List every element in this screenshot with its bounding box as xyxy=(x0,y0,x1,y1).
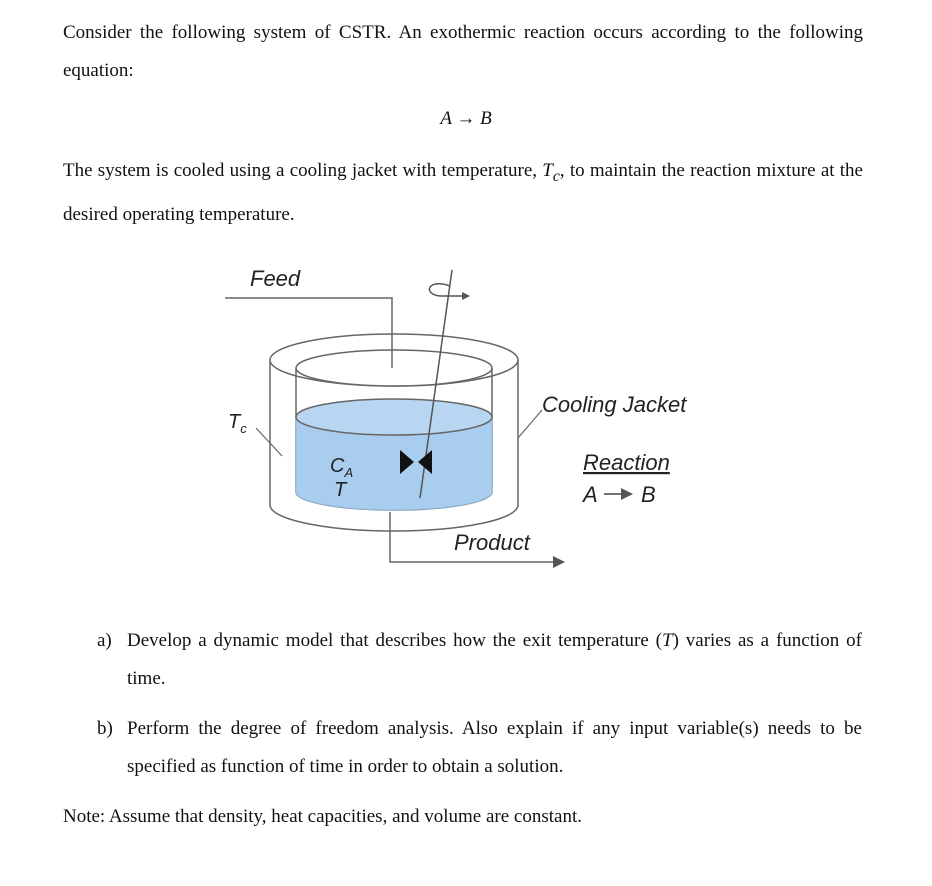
cooling-paragraph xyxy=(63,152,863,234)
tc-var-sub: c xyxy=(552,167,560,185)
tc-pointer xyxy=(256,428,282,456)
jacket-label: Cooling Jacket xyxy=(542,392,687,417)
tc-label: $T_c$ xyxy=(228,411,247,436)
question-b-text: Perform the degree of freedom analysis. Also explain if any input variable(s) needs to be specified as function of time in order to obtain a solution. xyxy=(127,718,862,777)
tc-variable xyxy=(542,160,560,185)
tc-var-main: T xyxy=(542,160,553,181)
reaction-eq-b: B xyxy=(641,482,656,507)
reaction-equation: A → B xyxy=(440,108,492,129)
reaction-label: Reaction xyxy=(583,450,670,475)
question-b xyxy=(97,710,862,786)
jacket-pointer xyxy=(518,410,542,438)
liquid-surface xyxy=(296,399,492,435)
cstr-diagram xyxy=(200,250,720,580)
reaction-eq-a: A xyxy=(583,482,598,507)
question-b-marker: b) xyxy=(97,718,113,739)
product-label: Product xyxy=(454,530,530,555)
feed-label: Feed xyxy=(250,266,301,291)
note-text: Note: Assume that density, heat capacities, and volume are constant. xyxy=(63,806,583,827)
intro-text: Consider the following system of CSTR. An exothermic reaction occurs according to the following equation: xyxy=(63,22,863,81)
t-label: T xyxy=(334,479,347,501)
motor-arrow-icon xyxy=(462,292,470,300)
cooling-text-post: , to maintain the reaction mixture at the desired operating temperature. xyxy=(63,160,863,225)
vessel-inner-rim xyxy=(296,350,492,386)
question-a-marker: a) xyxy=(97,630,112,651)
motor-mount-icon xyxy=(429,284,466,296)
cooling-text-pre: The system is cooled using a cooling jacket with temperature, xyxy=(63,160,543,181)
exit-temp-var: T xyxy=(662,630,673,651)
intro-paragraph xyxy=(63,14,863,90)
question-a xyxy=(97,622,862,698)
question-a-text: Develop a dynamic model that describes how the exit temperature (T) varies as a function of time. xyxy=(127,630,862,689)
ca-label: $C_A$ xyxy=(330,455,354,480)
